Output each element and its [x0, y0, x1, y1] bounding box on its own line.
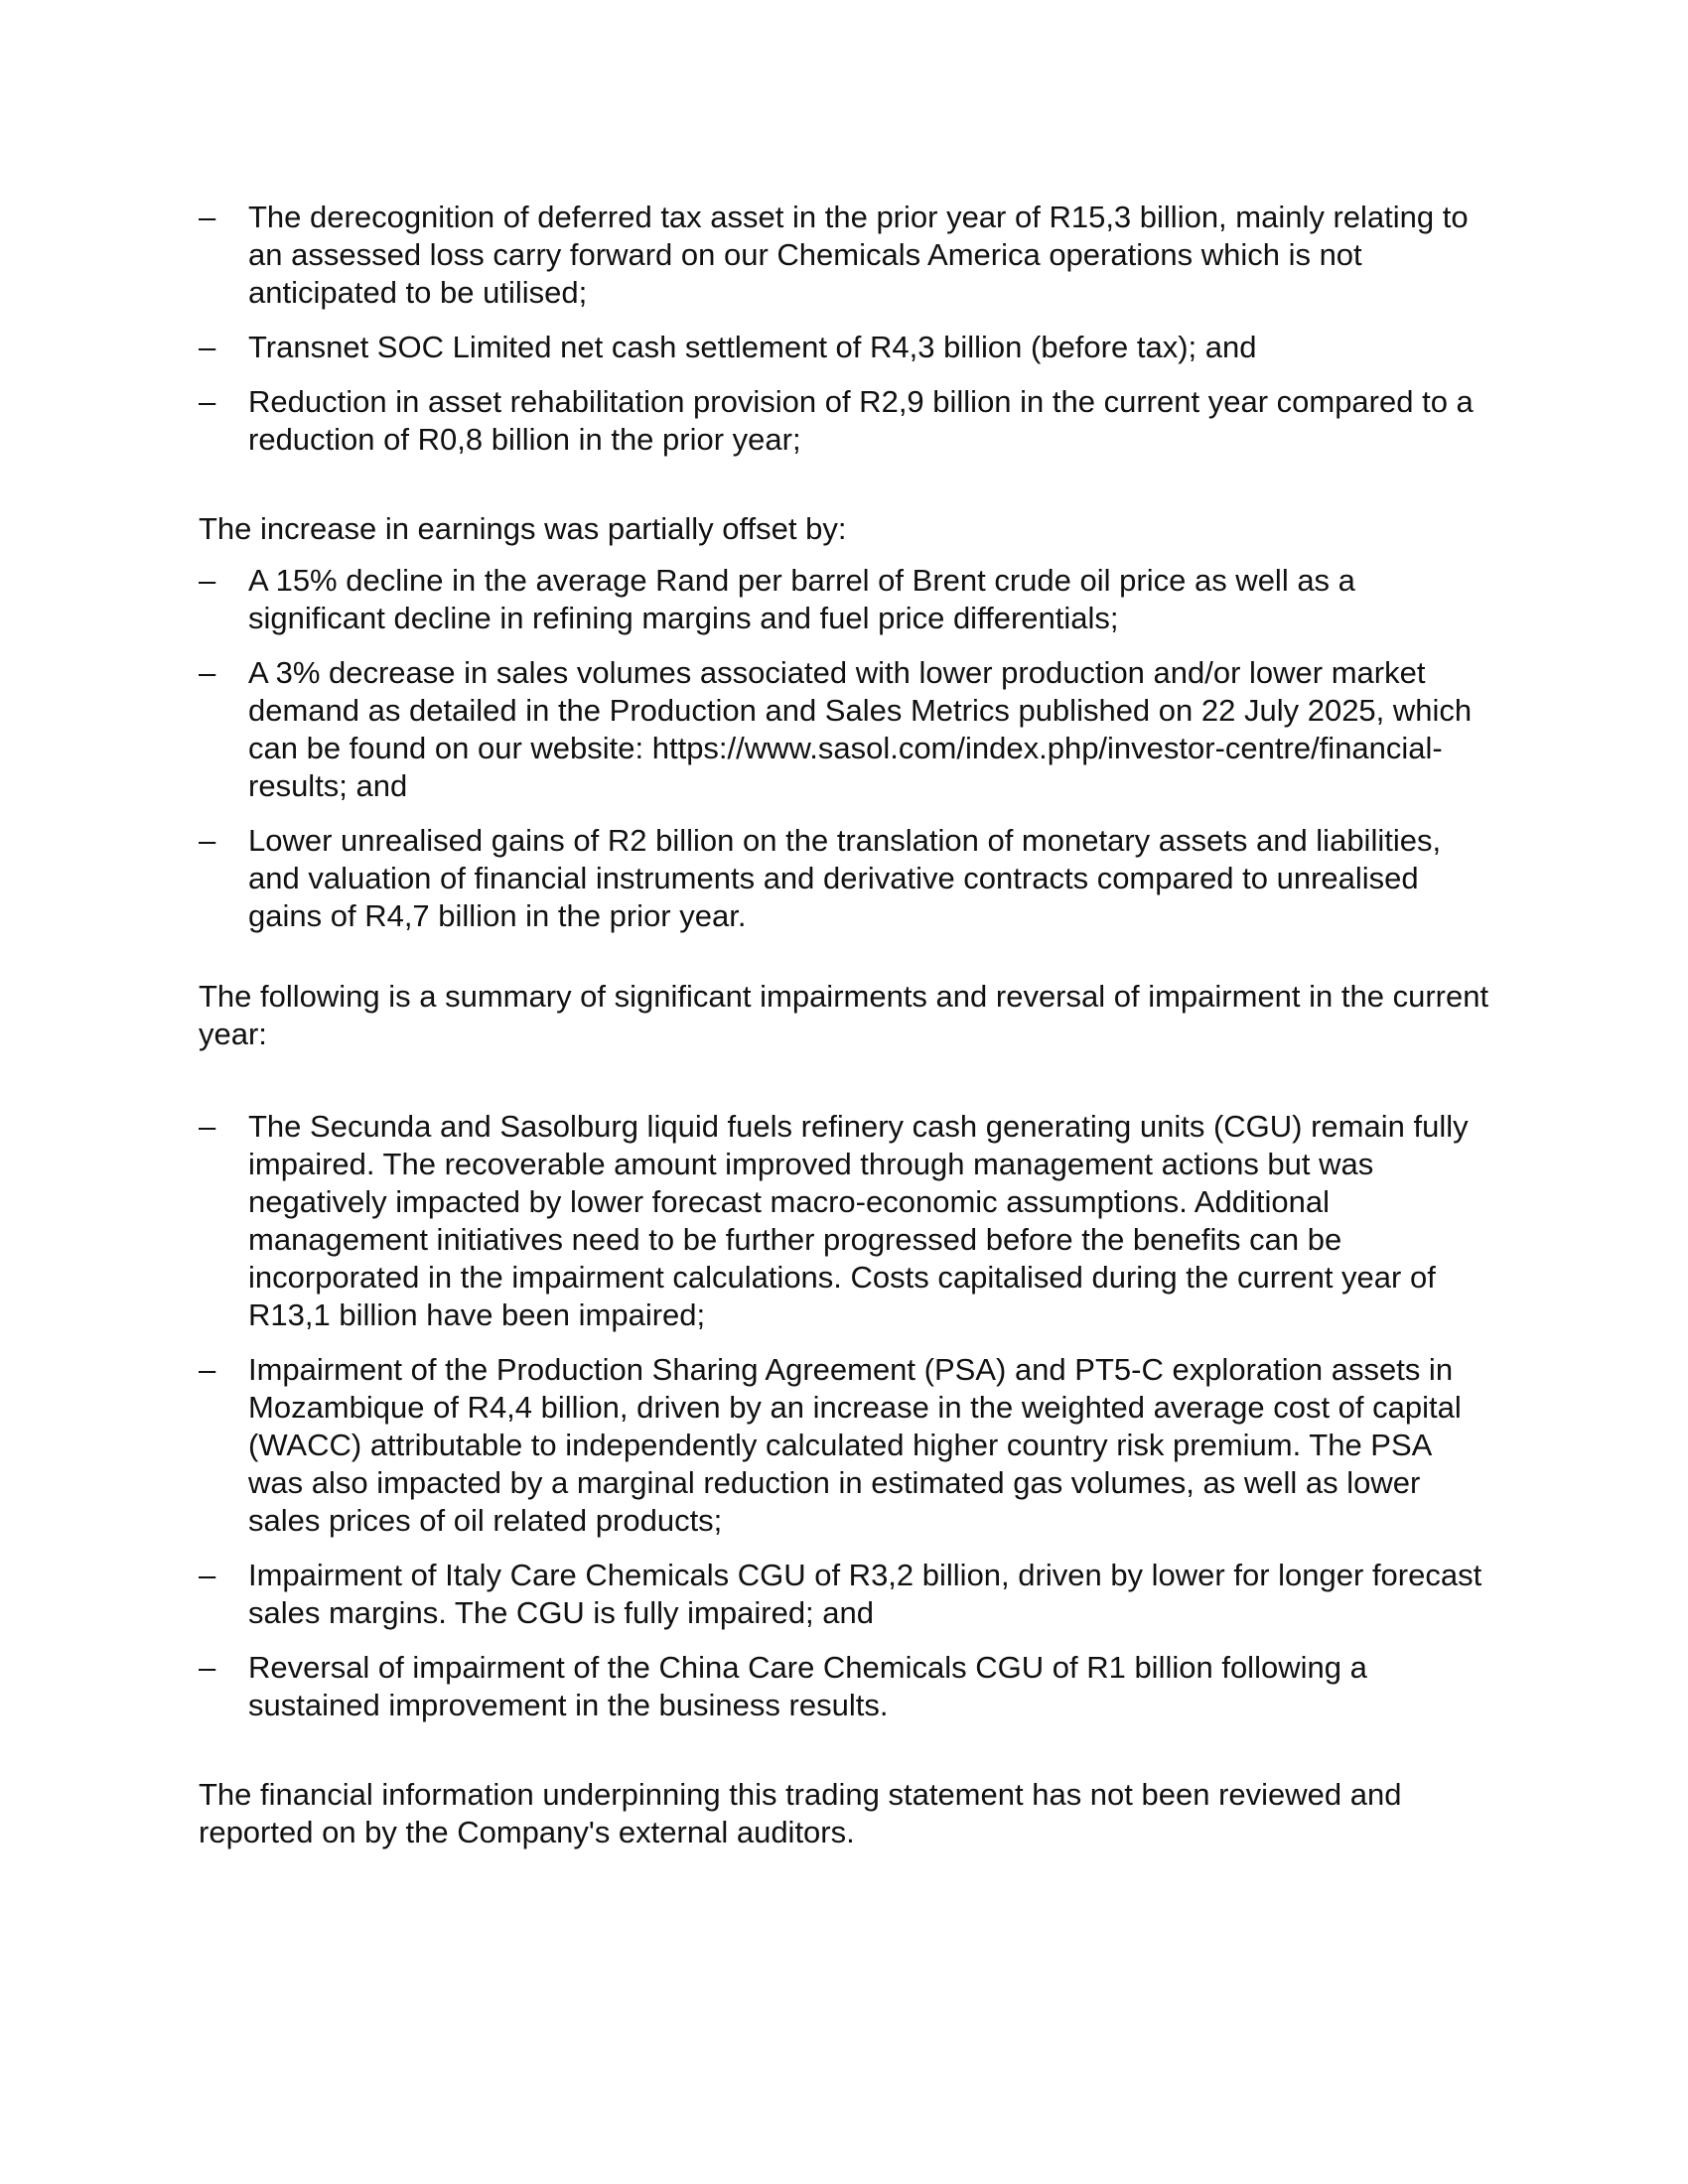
- list-item: [199, 383, 1489, 459]
- dash-bullet: –: [199, 200, 216, 234]
- list-item: [199, 562, 1489, 637]
- list-item: [199, 199, 1489, 312]
- dash-bullet: –: [199, 330, 216, 364]
- list-item: [199, 1557, 1489, 1632]
- list-item-text: Reversal of impairment of the China Care Chemicals CGU of R1 billion following a sustained improvement in the business results.: [248, 1650, 1367, 1722]
- list-item-text: A 3% decrease in sales volumes associated with lower production and/or lower market demand as detailed in the Production and Sales Metrics published on 22 July 2025, which can be found on our website: https://www.sasol.com/index.php/investor-centre/financial-results; and: [248, 655, 1473, 803]
- dash-bullet: –: [199, 1352, 216, 1387]
- dash-bullet: –: [199, 1650, 216, 1685]
- list-item: [199, 1108, 1489, 1334]
- dash-bullet: –: [199, 823, 216, 858]
- document-body: [199, 199, 1489, 1851]
- list-item-text: Transnet SOC Limited net cash settlement of R4,3 billion (before tax); and: [248, 330, 1257, 364]
- list-item: [199, 654, 1489, 805]
- dash-bullet: –: [199, 655, 216, 690]
- offset-factors-list: [199, 562, 1489, 935]
- dash-bullet: –: [199, 1109, 216, 1144]
- list-item-text: The derecognition of deferred tax asset in the prior year of R15,3 billion, mainly relating to an assessed loss carry forward on our Chemicals America operations which is not anticipated to be utilised;: [248, 200, 1469, 310]
- list-item: [199, 822, 1489, 935]
- list-item-text: Impairment of the Production Sharing Agreement (PSA) and PT5-C exploration assets in Mozambique of R4,4 billion, driven by an increase in the weighted average cost of capital (WACC) attributable to independently calculated higher country risk premium. The PSA was also impacted by a marginal reduction in estimated gas volumes, as well as lower sales prices of oil related products;: [248, 1352, 1462, 1538]
- closing-paragraph: The financial information underpinning this trading statement has not been reviewed and reported on by the Company's external auditors.: [199, 1777, 1402, 1849]
- list-item: [199, 1649, 1489, 1724]
- list-item-text: Reduction in asset rehabilitation provision of R2,9 billion in the current year compared to a reduction of R0,8 billion in the prior year;: [248, 384, 1474, 457]
- earnings-drivers-list: [199, 199, 1489, 459]
- list-item: [199, 1351, 1489, 1540]
- list-item-text: Lower unrealised gains of R2 billion on the translation of monetary assets and liabilities, and valuation of financial instruments and derivative contracts compared to unrealised gains of R4,7 billion in the prior year.: [248, 823, 1442, 933]
- impairments-list: [199, 1108, 1489, 1724]
- list-item-text: Impairment of Italy Care Chemicals CGU of R3,2 billion, driven by lower for longer forecast sales margins. The CGU is fully impaired; and: [248, 1558, 1482, 1630]
- list-item: [199, 329, 1489, 366]
- impairment-intro-paragraph: The following is a summary of significant impairments and reversal of impairment in the current year:: [199, 979, 1489, 1051]
- dash-bullet: –: [199, 563, 216, 598]
- list-item-text: A 15% decline in the average Rand per barrel of Brent crude oil price as well as a significant decline in refining margins and fuel price differentials;: [248, 563, 1355, 635]
- dash-bullet: –: [199, 384, 216, 419]
- offset-intro-paragraph: The increase in earnings was partially offset by:: [199, 511, 847, 546]
- list-item-text: The Secunda and Sasolburg liquid fuels refinery cash generating units (CGU) remain fully impaired. The recoverable amount improved through management actions but was negatively impacted by lower forecast macro-economic assumptions. Additional management initiatives need to be further progressed before the benefits can be incorporated in the impairment calculations. Costs capitalised during the current year of R13,1 billion have been impaired;: [248, 1109, 1469, 1332]
- dash-bullet: –: [199, 1558, 216, 1592]
